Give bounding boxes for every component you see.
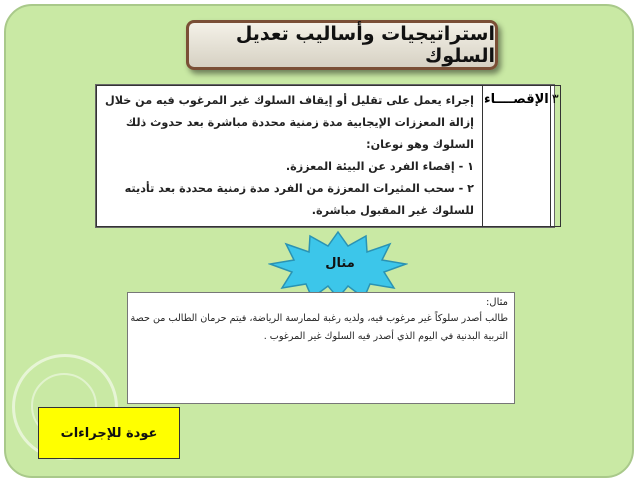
description-line: إزالة المعززات الإيجابية مدة زمنية محددة مباشرة بعد حدوث ذلك [125, 116, 474, 129]
description-line: للسلوك غير المقبول مباشرة. [311, 204, 474, 217]
description-line: ١ - إقصاء الفرد عن البيئة المعززة. [285, 160, 474, 173]
strategy-table [95, 84, 559, 228]
example-badge-label: مثال [325, 256, 355, 271]
back-button-label: عودة للإجراءات [60, 425, 158, 441]
example-box [127, 292, 515, 404]
slide-title-box [186, 20, 498, 70]
back-to-procedures-button[interactable] [38, 407, 180, 459]
table-row [97, 86, 561, 227]
description-line: ٢ - سحب المثيرات المعززة من الفرد مدة زمنية محددة بعد تأديته [124, 182, 474, 195]
description-line: السلوك وهو نوعان: [366, 138, 474, 151]
example-heading: مثال: [485, 297, 508, 308]
row-description [97, 86, 483, 227]
slide-title: استراتيجيات وأساليب تعديل السلوك [235, 23, 495, 67]
strategy-table-grid [96, 85, 561, 227]
row-number: ٣ [550, 86, 560, 227]
example-line: التربية البدنية في اليوم الذي أصدر فيه السلوك غير المرغوب . [263, 331, 508, 342]
description-line: إجراء يعمل على تقليل أو إيقاف السلوك غير المرغوب فيه من خلال [105, 94, 474, 107]
example-line: طالب أصدر سلوكاً غير مرغوب فيه، ولديه رغبة لممارسة الرياضة، فيتم حرمان الطالب من حصة [130, 313, 508, 324]
row-term: الإقصــــاء [482, 86, 550, 227]
slide [4, 4, 634, 478]
